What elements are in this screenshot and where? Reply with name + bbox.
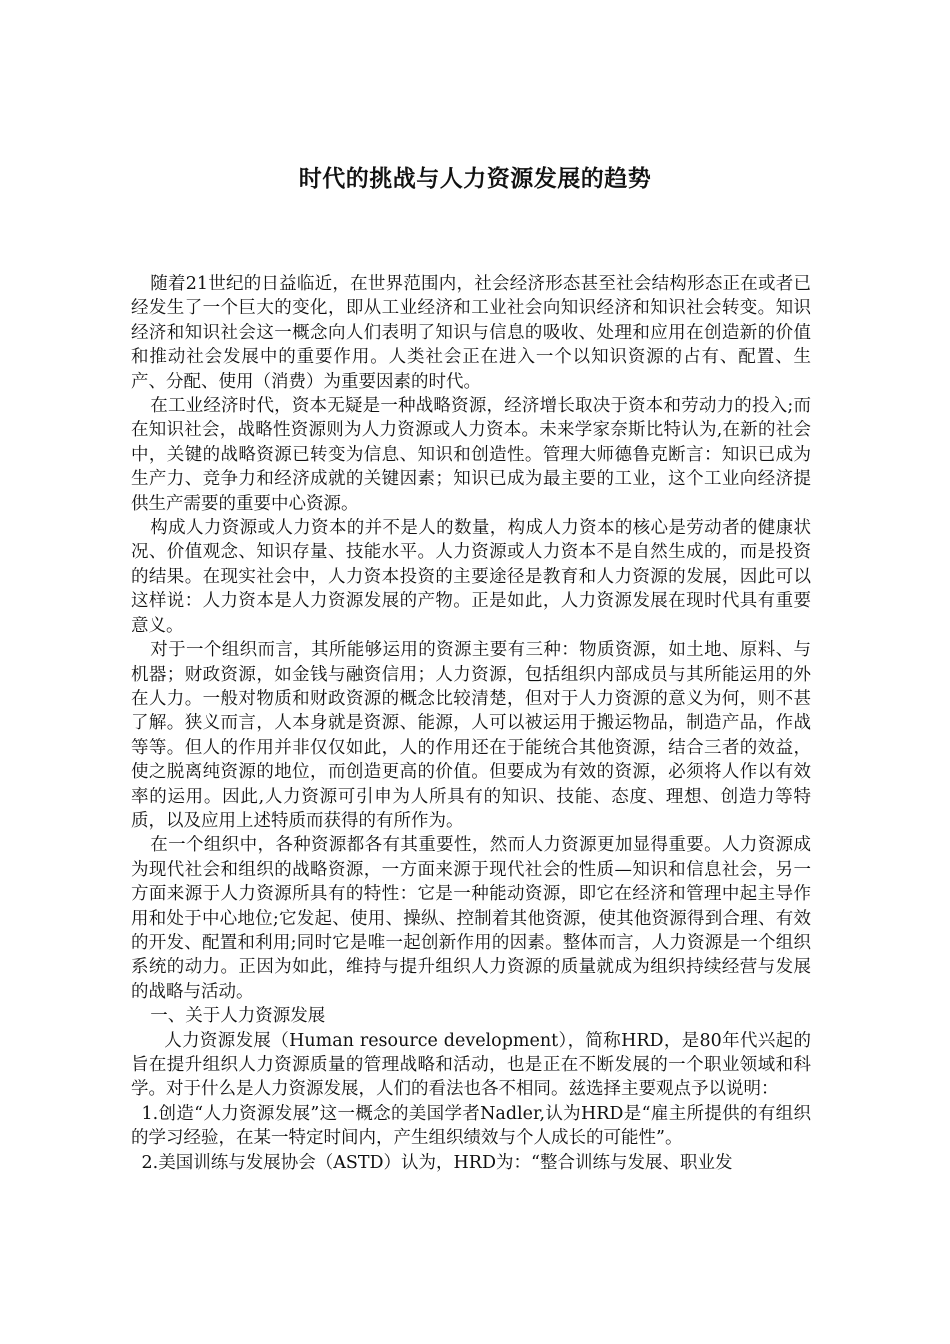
paragraph-5: 在一个组织中，各种资源都各有其重要性，然而人力资源更加显得重要。人力资源成为现代社会和组织的战略资源，一方面来源于现代社会的性质—知识和信息社会，另一方面来源于人力资源所具有的特性：它是一种能动资源，即它在经济和管理中起主导作用和处于中心地位;它发起、使用、操纵、控制着其他资源，使其他资源得到合理、有效的开发、配置和利用;同时它是唯一起创新作用的因素。整体而言，人力资源是一个组织系统的动力。正因为如此，维持与提升组织人力资源的质量就成为组织持续经营与发展的战略与活动。	[131, 835, 811, 1002]
list-item-1: 1.创造“人力资源发展”这一概念的美国学者Nadler,认为HRD是“雇主所提供的有组织的学习经验，在某一特定时间内，产生组织绩效与个人成长的可能性”。	[131, 1103, 811, 1149]
section-intro: 人力资源发展（Human resource development），简称HRD，是80年代兴起的旨在提升组织人力资源质量的管理战略和活动，也是正在不断发展的一个职业领域和科学。对于什么是人力资源发展，人们的看法也各不相同。兹选择主要观点予以说明：	[131, 1030, 811, 1100]
paragraph-2: 在工业经济时代，资本无疑是一种战略资源，经济增长取决于资本和劳动力的投入;而在知识社会，战略性资源则为人力资源或人力资本。未来学家奈斯比特认为,在新的社会中，关键的战略资源已转变为信息、知识和创造性。管理大师德鲁克断言：知识已成为生产力、竞争力和经济成就的关键因素；知识已成为最主要的工业，这个工业向经济提供生产需要的重要中心资源。	[131, 396, 811, 514]
document-body	[131, 272, 811, 1175]
document-title: 时代的挑战与人力资源发展的趋势	[298, 165, 652, 192]
paragraph-4: 对于一个组织而言，其所能够运用的资源主要有三种：物质资源，如土地、原料、与机器；财政资源，如金钱与融资信用；人力资源，包括组织内部成员与其所能运用的外在人力。一般对物质和财政资源的概念比较清楚，但对于人力资源的意义为何，则不甚了解。狭义而言，人本身就是资源、能源，人可以被运用于搬运物品，制造产品，作战等等。但人的作用并非仅仅如此，人的作用还在于能统合其他资源，结合三者的效益，使之脱离纯资源的地位，而创造更高的价值。但要成为有效的资源，必须将人作以有效率的运用。因此,人力资源可引申为人所具有的知识、技能、态度、理想、创造力等特质，以及应用上述特质而获得的有所作为。	[131, 640, 811, 831]
paragraph-1: 随着21世纪的日益临近，在世界范围内，社会经济形态甚至社会结构形态正在或者已经发生了一个巨大的变化，即从工业经济和工业社会向知识经济和知识社会转变。知识经济和知识社会这一概念向人们表明了知识与信息的吸收、处理和应用在创造新的价值和推动社会发展中的重要作用。人类社会正在进入一个以知识资源的占有、配置、生产、分配、使用（消费）为重要因素的时代。	[131, 274, 811, 392]
list-item-2: 2.美国训练与发展协会（ASTD）认为，HRD为：“整合训练与发展、职业发	[141, 1152, 733, 1173]
section-heading: 一、关于人力资源发展	[150, 1006, 326, 1027]
paragraph-3: 构成人力资源或人力资本的并不是人的数量，构成人力资本的核心是劳动者的健康状况、价值观念、知识存量、技能水平。人力资源或人力资本不是自然生成的，而是投资的结果。在现实社会中，人力资本投资的主要途径是教育和人力资源的发展，因此可以这样说：人力资本是人力资源发展的产物。正是如此，人力资源发展在现时代具有重要意义。	[131, 518, 811, 636]
